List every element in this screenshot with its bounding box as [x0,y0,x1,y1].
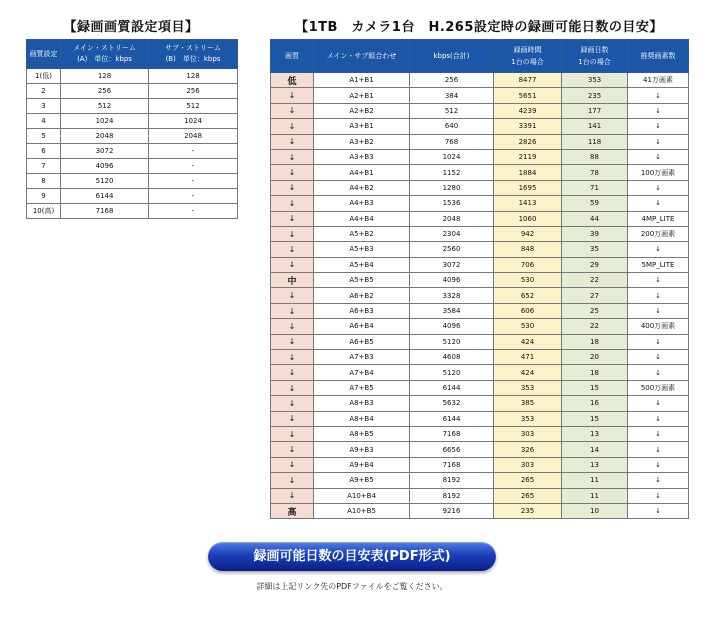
right-cell: 424 [494,365,562,380]
right-cell: A2+B1 [314,88,410,103]
table-row [271,473,689,488]
table-row [27,99,238,114]
left-cell: 256 [61,84,149,99]
right-cell: 177 [562,103,628,118]
right-header-2 [410,40,494,73]
right-header-3 [494,40,562,73]
right-header-line: 1台の場合 [578,58,611,66]
right-cell: ↓ [271,288,314,303]
pdf-download-button[interactable]: 録画可能日数の目安表(PDF形式) [208,542,496,571]
left-cell: 7168 [61,204,149,219]
right-cell: 2826 [494,134,562,149]
right-cell: 303 [494,457,562,472]
right-cell: 6144 [410,380,494,395]
right-header-1 [314,40,410,73]
table-row [271,273,689,288]
right-cell: ↓ [271,457,314,472]
right-cell: 4608 [410,350,494,365]
right-cell: 13 [562,457,628,472]
right-cell: 35 [562,242,628,257]
left-cell: - [149,204,238,219]
table-row [271,319,689,334]
right-cell: 848 [494,242,562,257]
right-cell: A10+B4 [314,488,410,503]
right-cell: A3+B3 [314,149,410,164]
right-cell: ↓ [628,119,689,134]
table-row [27,84,238,99]
right-cell: ↓ [628,334,689,349]
right-header-line: メイン・サブ組合わせ [326,52,397,60]
left-header-line: サブ・ストリーム [165,44,221,52]
right-cell: A4+B1 [314,165,410,180]
table-row [271,365,689,380]
right-cell: 41万画素 [628,73,689,88]
left-cell: 7 [27,159,61,174]
right-cell: ↓ [628,134,689,149]
right-cell: ↓ [628,442,689,457]
right-cell: ↓ [271,319,314,334]
left-header-line: (B) 単位：kbps [165,55,221,63]
right-cell: 1152 [410,165,494,180]
right-cell: 4096 [410,273,494,288]
left-cell: 1(低) [27,69,61,84]
right-header-5 [628,40,689,73]
table-row [271,411,689,426]
right-cell: 6144 [410,411,494,426]
right-cell: 4MP_LITE [628,211,689,226]
table-row [27,69,238,84]
left-cell: - [149,189,238,204]
right-cell: 18 [562,334,628,349]
right-cell: 22 [562,273,628,288]
right-cell: 20 [562,350,628,365]
right-cell: 3072 [410,257,494,272]
right-cell: ↓ [628,396,689,411]
recording-days-table-title: 【1TB カメラ1台 H.265設定時の録画可能日数の目安】 [295,20,663,35]
right-cell: ↓ [628,242,689,257]
right-cell: 25 [562,303,628,318]
table-row [271,134,689,149]
table-row [271,380,689,395]
left-header-1 [61,40,149,69]
right-header-line: 画質 [285,52,299,60]
right-cell: 606 [494,303,562,318]
right-cell: 768 [410,134,494,149]
right-cell: 10 [562,503,628,518]
right-cell: 640 [410,119,494,134]
right-cell: 1280 [410,180,494,195]
right-header-line: 推奨画素数 [640,52,676,60]
right-cell: ↓ [271,303,314,318]
right-cell: 424 [494,334,562,349]
right-cell: A6+B2 [314,288,410,303]
right-cell: 141 [562,119,628,134]
right-cell: A4+B2 [314,180,410,195]
right-cell: 18 [562,365,628,380]
right-header-0 [271,40,314,73]
right-cell: 15 [562,411,628,426]
right-cell: 高 [271,503,314,518]
table-row [271,242,689,257]
right-cell: A1+B1 [314,73,410,88]
table-row [27,174,238,189]
right-cell: ↓ [271,488,314,503]
right-cell: A3+B2 [314,134,410,149]
table-row [271,257,689,272]
right-cell: 530 [494,273,562,288]
right-cell: ↓ [628,196,689,211]
right-cell: 8192 [410,488,494,503]
right-cell: A9+B5 [314,473,410,488]
left-cell: 4 [27,114,61,129]
right-cell: A6+B4 [314,319,410,334]
right-cell: 6656 [410,442,494,457]
left-cell: 128 [61,69,149,84]
right-cell: A10+B5 [314,503,410,518]
right-cell: 326 [494,442,562,457]
right-header-line: kbps(合計) [433,52,470,60]
right-cell: A6+B5 [314,334,410,349]
right-cell: ↓ [271,442,314,457]
left-cell: 9 [27,189,61,204]
left-cell: - [149,144,238,159]
right-cell: ↓ [628,350,689,365]
right-cell: ↓ [271,242,314,257]
left-header-line: 画質設定 [29,49,58,58]
table-row [271,334,689,349]
right-cell: A5+B2 [314,226,410,241]
left-header-2 [149,40,238,69]
right-cell: 706 [494,257,562,272]
quality-settings-header-row [27,40,238,69]
right-cell: 1884 [494,165,562,180]
left-cell: 128 [149,69,238,84]
right-cell: 3584 [410,303,494,318]
right-cell: 88 [562,149,628,164]
right-cell: 5120 [410,365,494,380]
table-row [271,119,689,134]
right-cell: A7+B4 [314,365,410,380]
right-cell: 29 [562,257,628,272]
recording-days-table [270,39,689,519]
table-row [271,73,689,88]
right-cell: A7+B5 [314,380,410,395]
right-cell: A8+B5 [314,426,410,441]
table-row [271,457,689,472]
right-header-4 [562,40,628,73]
left-cell: 5120 [61,174,149,189]
right-cell: 8477 [494,73,562,88]
left-header-line: メイン・ストリーム [73,44,136,52]
right-cell: ↓ [628,273,689,288]
right-cell: 15 [562,380,628,395]
right-header-line: 録画日数 [580,46,609,54]
right-cell: 353 [494,380,562,395]
right-cell: ↓ [628,88,689,103]
right-cell: 200万画素 [628,226,689,241]
right-cell: ↓ [271,365,314,380]
right-cell: 2560 [410,242,494,257]
right-cell: 353 [494,411,562,426]
right-cell: A4+B3 [314,196,410,211]
left-cell: 5 [27,129,61,144]
table-row [271,396,689,411]
right-cell: ↓ [271,211,314,226]
right-cell: 8192 [410,473,494,488]
right-cell: ↓ [628,488,689,503]
right-cell: 353 [562,73,628,88]
table-row [271,165,689,180]
right-cell: 22 [562,319,628,334]
table-row [271,149,689,164]
right-cell: 530 [494,319,562,334]
right-cell: ↓ [628,303,689,318]
right-cell: ↓ [271,334,314,349]
right-cell: ↓ [628,149,689,164]
right-cell: 14 [562,442,628,457]
right-cell: 71 [562,180,628,195]
right-cell: A5+B4 [314,257,410,272]
left-header-line: (A) 単位：kbps [77,55,132,63]
right-cell: 500万画素 [628,380,689,395]
right-cell: A9+B3 [314,442,410,457]
right-cell: 5120 [410,334,494,349]
right-cell: 27 [562,288,628,303]
table-row [271,350,689,365]
right-cell: 942 [494,226,562,241]
right-cell: 39 [562,226,628,241]
right-cell: 16 [562,396,628,411]
left-cell: 2048 [149,129,238,144]
left-cell: 1024 [149,114,238,129]
right-cell: 3391 [494,119,562,134]
right-cell: ↓ [271,350,314,365]
table-row [271,103,689,118]
table-row [271,503,689,518]
table-row [27,189,238,204]
right-cell: ↓ [628,411,689,426]
table-row [271,442,689,457]
right-cell: A8+B3 [314,396,410,411]
right-cell: 5651 [494,88,562,103]
right-cell: A2+B2 [314,103,410,118]
left-cell: 3 [27,99,61,114]
right-cell: 118 [562,134,628,149]
right-cell: 1413 [494,196,562,211]
right-cell: ↓ [271,165,314,180]
right-cell: ↓ [271,180,314,195]
right-cell: ↓ [628,103,689,118]
left-cell: 3072 [61,144,149,159]
left-cell: 1024 [61,114,149,129]
table-row [271,180,689,195]
right-cell: 2119 [494,149,562,164]
right-cell: 59 [562,196,628,211]
table-row [271,211,689,226]
table-row [271,196,689,211]
right-cell: 低 [271,73,314,88]
right-cell: A9+B4 [314,457,410,472]
left-cell: 512 [61,99,149,114]
right-cell: ↓ [271,226,314,241]
right-cell: 2048 [410,211,494,226]
left-cell: 256 [149,84,238,99]
right-cell: 1024 [410,149,494,164]
right-cell: 100万画素 [628,165,689,180]
right-cell: 303 [494,426,562,441]
right-cell: ↓ [271,411,314,426]
right-cell: 13 [562,426,628,441]
left-cell: 512 [149,99,238,114]
table-row [271,303,689,318]
right-cell: ↓ [271,473,314,488]
right-cell: ↓ [628,503,689,518]
right-cell: 471 [494,350,562,365]
right-cell: 中 [271,273,314,288]
left-cell: 6144 [61,189,149,204]
right-cell: 400万画素 [628,319,689,334]
settings-table-title: 【録画画質設定項目】 [63,20,199,35]
right-cell: 1536 [410,196,494,211]
right-cell: 265 [494,488,562,503]
right-cell: ↓ [628,426,689,441]
right-cell: ↓ [628,288,689,303]
left-cell: - [149,159,238,174]
table-row [271,426,689,441]
right-cell: ↓ [271,103,314,118]
right-header-line: 録画時間 [513,46,542,54]
right-cell: 235 [494,503,562,518]
table-row [271,226,689,241]
right-cell: ↓ [628,180,689,195]
right-cell: 5632 [410,396,494,411]
right-cell: 1695 [494,180,562,195]
left-cell: - [149,174,238,189]
right-cell: 265 [494,473,562,488]
left-cell: 4096 [61,159,149,174]
right-cell: 2304 [410,226,494,241]
recording-days-header-row [271,40,689,73]
right-cell: 78 [562,165,628,180]
right-cell: 652 [494,288,562,303]
right-cell: 3328 [410,288,494,303]
right-cell: ↓ [271,380,314,395]
right-cell: A8+B4 [314,411,410,426]
right-cell: ↓ [271,196,314,211]
left-cell: 10(高) [27,204,61,219]
right-cell: ↓ [271,257,314,272]
right-cell: 4096 [410,319,494,334]
right-cell: ↓ [628,473,689,488]
right-cell: 256 [410,73,494,88]
quality-settings-table [26,39,238,219]
right-cell: A5+B3 [314,242,410,257]
table-row [27,159,238,174]
table-row [27,204,238,219]
right-cell: ↓ [271,88,314,103]
right-cell: ↓ [271,426,314,441]
right-cell: A7+B3 [314,350,410,365]
right-cell: 512 [410,103,494,118]
table-row [27,114,238,129]
right-cell: 384 [410,88,494,103]
right-cell: 5MP_LITE [628,257,689,272]
right-cell: 7168 [410,426,494,441]
right-cell: 11 [562,473,628,488]
table-row [271,88,689,103]
left-cell: 2048 [61,129,149,144]
right-cell: 44 [562,211,628,226]
table-row [271,288,689,303]
left-cell: 2 [27,84,61,99]
right-cell: 7168 [410,457,494,472]
right-cell: A4+B4 [314,211,410,226]
right-cell: A5+B5 [314,273,410,288]
right-cell: ↓ [628,457,689,472]
right-cell: ↓ [271,396,314,411]
right-header-line: 1台の場合 [511,58,544,66]
left-cell: 6 [27,144,61,159]
pdf-note: 詳細は上記リンク先のPDFファイルをご覧ください。 [256,582,448,591]
right-cell: A3+B1 [314,119,410,134]
right-cell: ↓ [271,119,314,134]
right-cell: ↓ [271,134,314,149]
right-cell: 1060 [494,211,562,226]
table-row [27,144,238,159]
left-header-0 [27,40,61,69]
right-cell: 235 [562,88,628,103]
right-cell: 9216 [410,503,494,518]
right-cell: ↓ [271,149,314,164]
right-cell: ↓ [628,365,689,380]
table-row [27,129,238,144]
right-cell: 385 [494,396,562,411]
right-cell: A6+B3 [314,303,410,318]
left-cell: 8 [27,174,61,189]
table-row [271,488,689,503]
right-cell: 11 [562,488,628,503]
right-cell: 4239 [494,103,562,118]
